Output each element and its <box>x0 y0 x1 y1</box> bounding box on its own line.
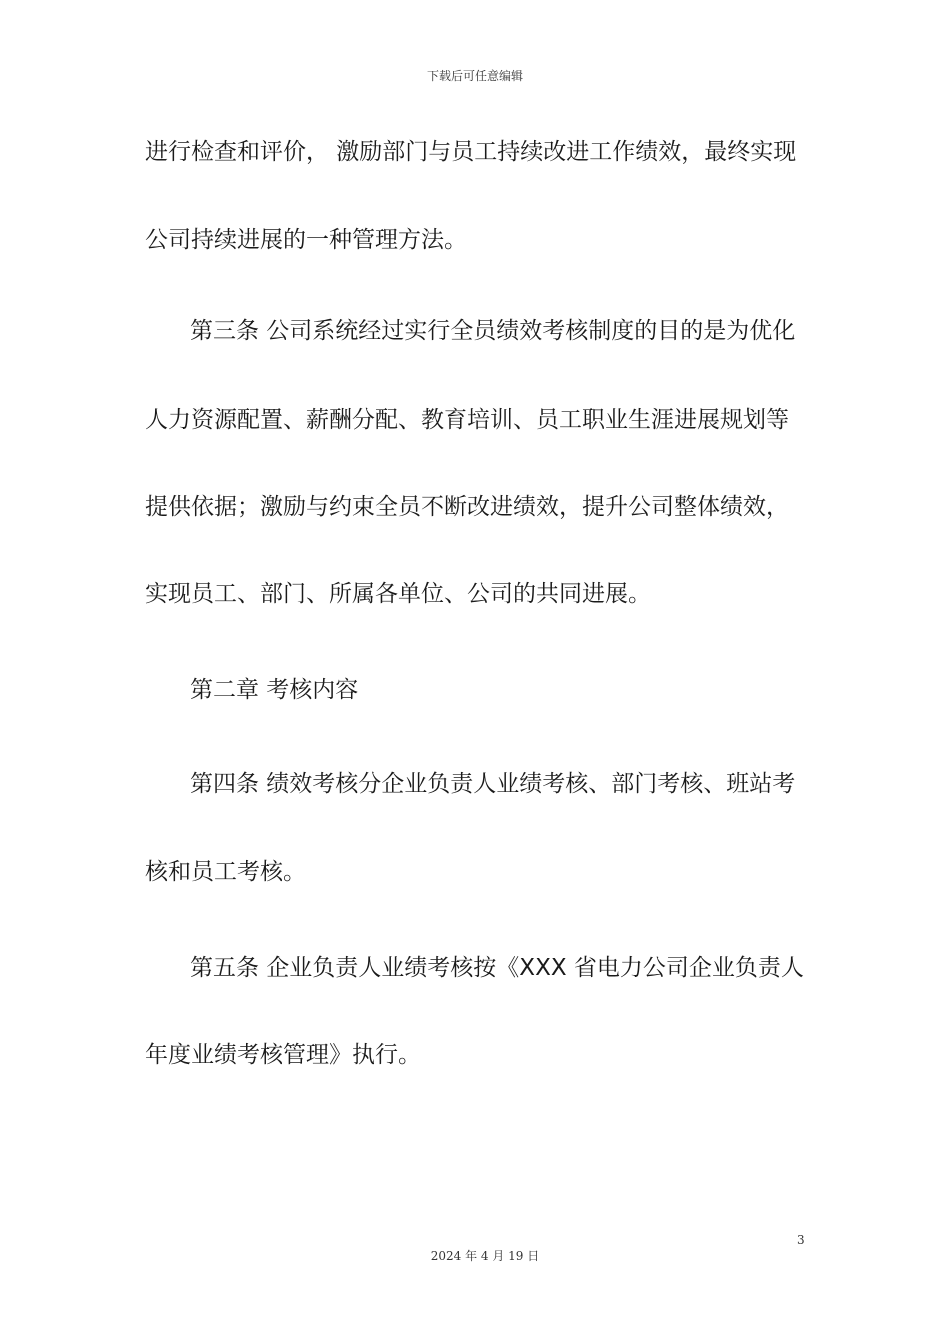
body-line-1: 进行检查和评价， 激励部门与员工持续改进工作绩效，最终实现 <box>145 139 797 165</box>
chapter-heading: 第二章 考核内容 <box>190 677 359 703</box>
page-number: 3 <box>797 1233 805 1247</box>
page-header: 下载后可任意编辑 <box>426 69 523 83</box>
body-line-11: 年度业绩考核管理》执行。 <box>145 1042 421 1068</box>
body-line-9: 核和员工考核。 <box>145 859 306 885</box>
body-line-6: 实现员工、部门、所属各单位、公司的共同进展。 <box>145 581 651 607</box>
body-line-2: 公司持续进展的一种管理方法。 <box>145 227 467 253</box>
page-footer-date: 2024 年 4 月 19 日 <box>430 1249 540 1263</box>
body-line-8: 第四条 绩效考核分企业负责人业绩考核、部门考核、班站考 <box>190 771 796 797</box>
body-line-3: 第三条 公司系统经过实行全员绩效考核制度的目的是为优化 <box>190 318 796 344</box>
body-line-10: 第五条 企业负责人业绩考核按《XXX 省电力公司企业负责人 <box>190 955 804 981</box>
body-line-5: 提供依据；激励与约束全员不断改进绩效，提升公司整体绩效， <box>145 494 789 520</box>
body-line-4: 人力资源配置、薪酬分配、教育培训、员工职业生涯进展规划等 <box>145 407 789 433</box>
